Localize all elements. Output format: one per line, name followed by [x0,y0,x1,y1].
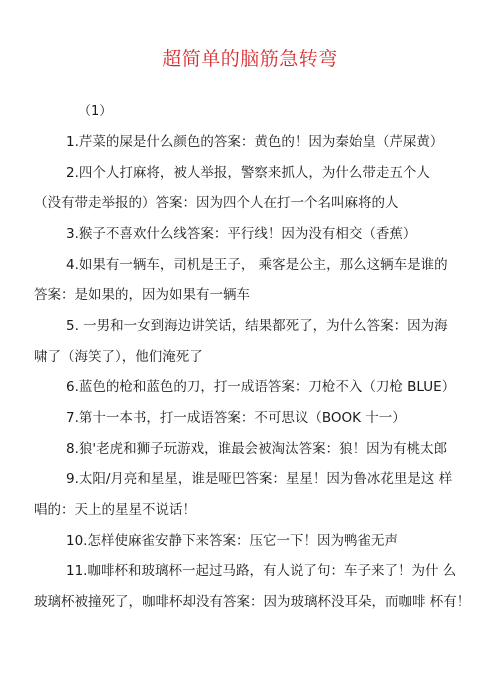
text-line-13: 唱的：天上的星星不说话！ [34,502,196,518]
text-line-7: 5. 一男和一女到海边讲笑话，结果都死了，为什么答案：因为海 [66,318,448,334]
text-line-15: 11.咖啡杯和玻璃杯一起过马路，有人说了句：车子来了！为什 么 [66,563,457,579]
text-line-6: 答案：是如果的，因为如果有一辆车 [34,287,250,303]
text-line-1: 1.芹菜的屎是什么颜色的答案：黄色的！因为秦始皇（芹屎黄） [66,134,444,150]
text-line-14: 10.怎样使麻雀安静下来答案：压它一下！因为鸭雀无声 [66,533,398,549]
text-line-11: 8.狼'老虎和狮子玩游戏，谁最会被淘汰答案：狼！因为有桃太郎 [66,441,448,457]
text-line-5: 4.如果有一辆车，司机是王子， 乘客是公主，那么这辆车是谁的 [66,257,448,273]
page-title: 超简单的脑筋急转弯 [162,48,338,70]
text-line-10: 7.第十一本书，打一成语答案：不可思议（BOOK 十一） [66,410,406,426]
text-line-8: 啸了（海笑了），他们淹死了 [34,349,203,365]
text-line-9: 6.蓝色的枪和蓝色的刀，打一成语答案：刀枪不入（刀枪 BLUE） [66,379,456,395]
text-line-4: 3.猴子不喜欢什么线答案：平行线！因为没有相交（香蕉） [66,226,417,242]
text-line-3: （没有带走举报的）答案：因为四个人在打一个名叫麻将的人 [34,195,399,211]
section-label: （1） [78,104,113,119]
text-line-2: 2.四个人打麻将，被人举报，警察来抓人，为什么带走五个人 [66,165,430,181]
text-line-12: 9.太阳/月亮和星星，谁是哑巴答案：星星！因为鲁冰花里是这 样 [66,471,453,487]
text-line-16: 玻璃杯被撞死了，咖啡杯却没有答案：因为玻璃杯没耳朵，而咖啡 杯有！ [34,594,471,610]
